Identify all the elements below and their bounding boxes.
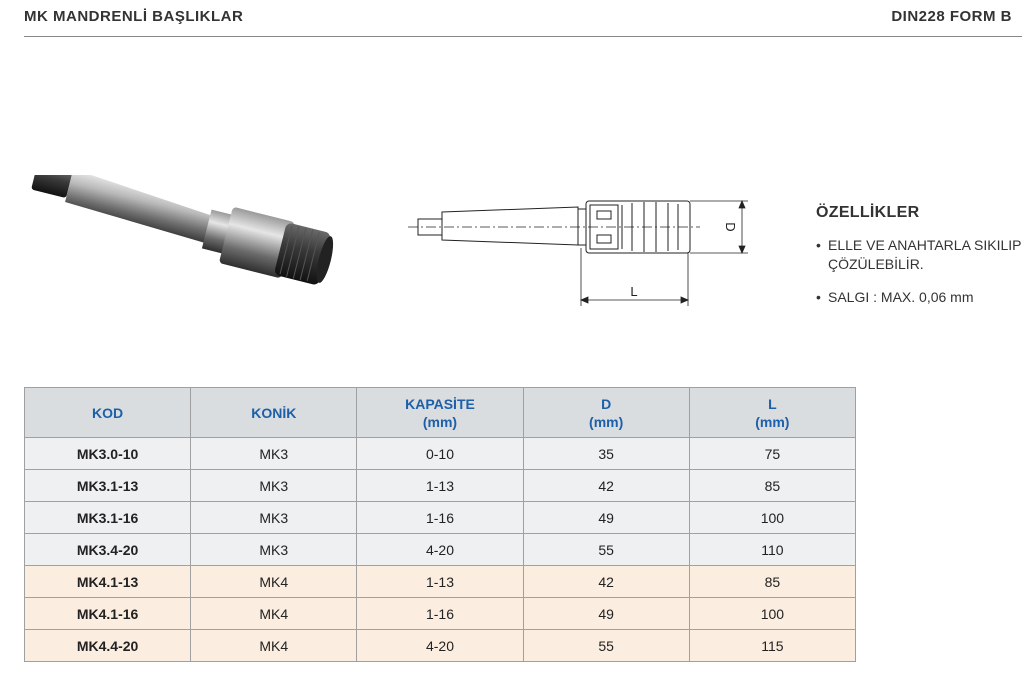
cell-konik: MK4 — [191, 598, 357, 630]
cell-l: 85 — [689, 566, 855, 598]
cell-kod: MK4.1-13 — [25, 566, 191, 598]
dimension-d-label: D — [723, 222, 738, 232]
header-kod — [25, 388, 191, 438]
header-unit: (mm) — [755, 413, 790, 430]
cell-d: 55 — [523, 630, 689, 662]
spec-table — [24, 387, 856, 662]
cell-kod: MK4.4-20 — [25, 630, 191, 662]
cell-d: 55 — [523, 534, 689, 566]
feature-text: SALGI : MAX. 0,06 mm — [828, 289, 974, 305]
cell-d: 42 — [523, 566, 689, 598]
cell-kapasite: 4-20 — [357, 534, 523, 566]
header-label: KAPASİTE — [405, 395, 475, 412]
cell-kod: MK4.1-16 — [25, 598, 191, 630]
cell-kod: MK3.1-16 — [25, 502, 191, 534]
standard-label: DIN228 FORM B — [891, 8, 1012, 25]
header-konik — [191, 388, 357, 438]
table-header-row — [25, 388, 856, 438]
header-d — [523, 388, 689, 438]
cell-kapasite: 1-13 — [357, 470, 523, 502]
table-row — [25, 502, 856, 534]
header-label: D — [601, 395, 612, 412]
header-unit: (mm) — [422, 413, 458, 430]
bullet-icon: • — [816, 289, 821, 305]
table-row — [25, 630, 856, 662]
product-photo — [20, 175, 355, 290]
bullet-icon: • — [816, 237, 821, 253]
cell-kapasite: 0-10 — [357, 438, 523, 470]
header-label: KOD — [92, 404, 124, 421]
cell-kapasite: 4-20 — [357, 630, 523, 662]
cell-konik: MK3 — [191, 502, 357, 534]
cell-l: 85 — [689, 470, 855, 502]
cell-d: 49 — [523, 502, 689, 534]
page-title: MK MANDRENLİ BAŞLIKLAR — [24, 8, 244, 25]
cell-kod: MK3.0-10 — [25, 438, 191, 470]
header-l — [689, 388, 855, 438]
cell-konik: MK3 — [191, 534, 357, 566]
header-divider — [24, 36, 1022, 37]
cell-l: 115 — [689, 630, 855, 662]
cell-l: 100 — [689, 598, 855, 630]
cell-konik: MK3 — [191, 438, 357, 470]
cell-kapasite: 1-16 — [357, 502, 523, 534]
cell-d: 35 — [523, 438, 689, 470]
feature-item — [816, 236, 1026, 274]
table-row — [25, 438, 856, 470]
header-label: L — [768, 395, 777, 412]
cell-konik: MK4 — [191, 566, 357, 598]
table-row — [25, 566, 856, 598]
cell-kapasite: 1-13 — [357, 566, 523, 598]
features-panel — [816, 204, 1026, 321]
header-unit: (mm) — [589, 413, 624, 430]
cell-l: 75 — [689, 438, 855, 470]
header-kapasite — [357, 388, 523, 438]
cell-l: 100 — [689, 502, 855, 534]
table-row — [25, 534, 856, 566]
cell-konik: MK4 — [191, 630, 357, 662]
feature-item — [816, 288, 1026, 307]
cell-d: 49 — [523, 598, 689, 630]
features-title: ÖZELLİKLER — [816, 204, 920, 221]
table-row — [25, 470, 856, 502]
cell-kod: MK3.1-13 — [25, 470, 191, 502]
header-label: KONİK — [251, 404, 297, 421]
cell-kapasite: 1-16 — [357, 598, 523, 630]
feature-text: ELLE VE ANAHTARLA SIKILIP ÇÖZÜLEBİLİR. — [828, 237, 1022, 272]
cell-d: 42 — [523, 470, 689, 502]
cell-konik: MK3 — [191, 470, 357, 502]
cell-kod: MK3.4-20 — [25, 534, 191, 566]
dimension-l-label: L — [630, 284, 638, 299]
table-row — [25, 598, 856, 630]
technical-drawing — [400, 190, 760, 310]
cell-l: 110 — [689, 534, 855, 566]
